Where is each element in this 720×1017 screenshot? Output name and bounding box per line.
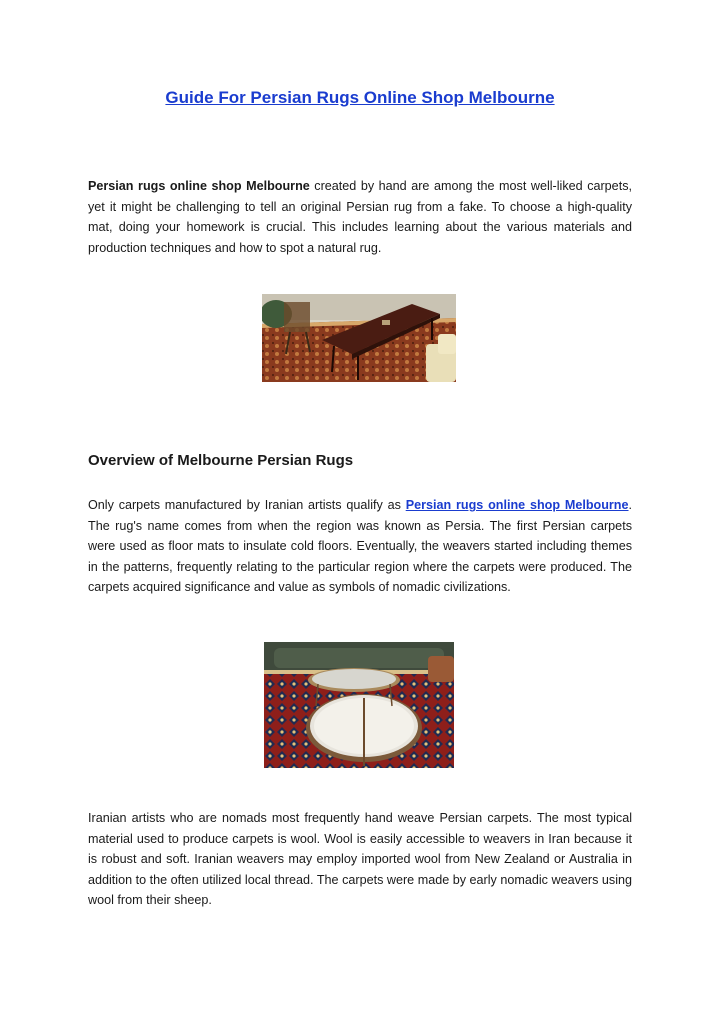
closing-paragraph: Iranian artists who are nomads most frequently hand weave Persian carpets. The most typical material used to produce carpets is wool. Wool is easily accessible to weavers in Iran because it is robust and soft. Iranian weavers may employ imported wool from New Zealand or Australia in addition to the often utilized local thread. The carpets were made by early nomadic weavers using wool from their sheep. (88, 811, 632, 907)
intro-text: created by hand are among the most well-liked carpets, yet it might be challenging to tell an original Persian rug from a fake. To choose a high-quality mat, doing your homework is crucial. This includes learning about the various materials and production techniques and how to spot a natural rug. (88, 179, 632, 255)
overview-paragraph (88, 495, 632, 598)
persian-rugs-link[interactable]: Persian rugs online shop Melbourne (405, 498, 629, 512)
rug-with-round-tables-image (264, 642, 454, 768)
overview-text-before: Only carpets manufactured by Iranian artists qualify as (88, 498, 406, 512)
section-heading: Overview of Melbourne Persian Rugs (88, 452, 354, 469)
document-title-link[interactable]: Guide For Persian Rugs Online Shop Melbourne (165, 88, 555, 107)
intro-paragraph (88, 176, 632, 258)
overview-text-after: . The rug's name comes from when the region was known as Persia. The first Persian carpets were used as floor mats to insulate cold floors. Eventually, the weavers started including themes in the patterns, frequently relating to the particular region where the carpets were produced. The carpets acquired significance and value as symbols of nomadic civilizations. (88, 498, 633, 594)
intro-bold-lead: Persian rugs online shop Melbourne (88, 179, 310, 193)
rug-with-coffee-table-image (262, 294, 456, 382)
